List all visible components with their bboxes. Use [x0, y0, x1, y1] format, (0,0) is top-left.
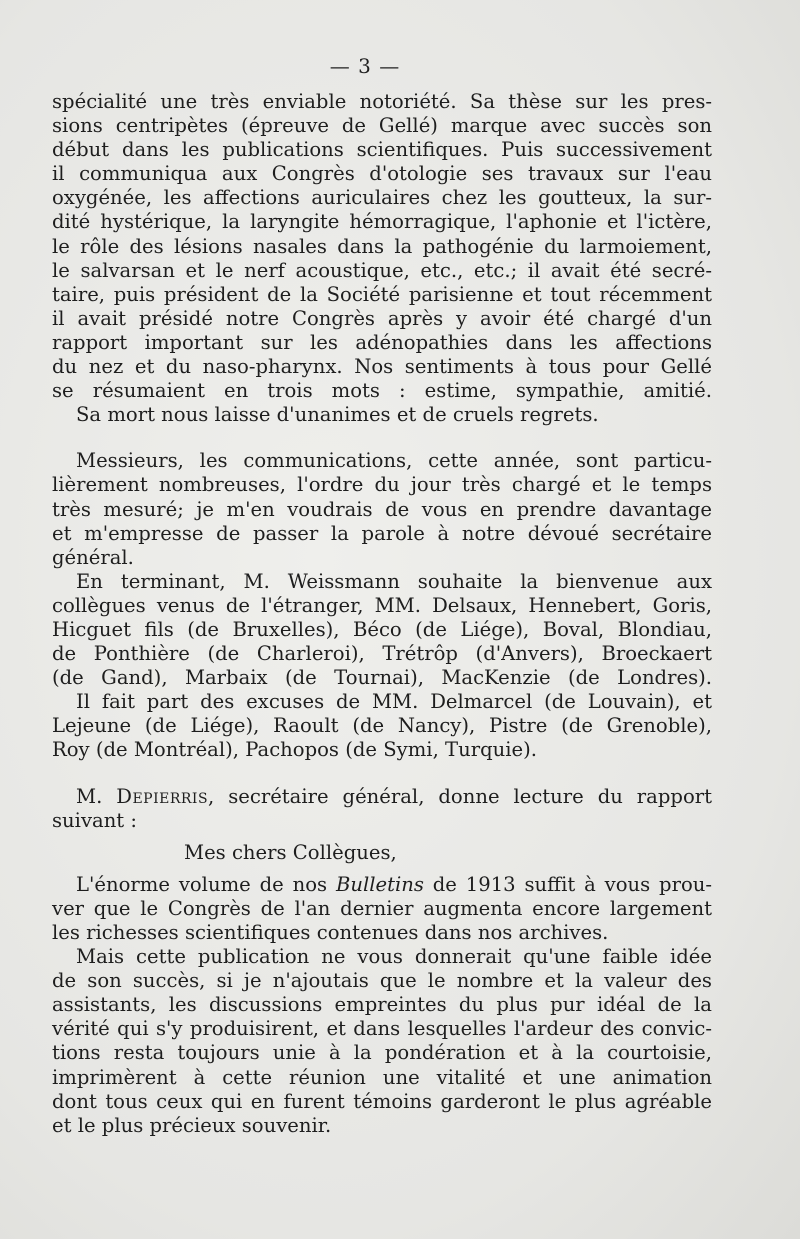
paragraph-gap	[52, 763, 712, 785]
text-line: les richesses scientifiques contenues dans nos archives.	[52, 921, 609, 944]
text-line: Hicguet fils (de Bruxelles), Béco (de Liége), Boval, Blondiau,	[52, 617, 712, 641]
secretary-name: Depierris	[116, 784, 209, 808]
text-line: taire, puis président de la Société parisienne et tout récemment	[52, 282, 712, 306]
page-number: — 3 —	[329, 54, 401, 78]
text-line: vérité qui s'y produisirent, et dans lesquelles l'ardeur des convic-	[52, 1017, 712, 1041]
text-line	[52, 873, 712, 897]
text-line: Messieurs, les communications, cette année, sont particu-	[76, 449, 712, 473]
paragraph-obituary	[52, 90, 712, 403]
text-line: de son succès, si je n'ajoutais que le nombre et la valeur des	[52, 969, 712, 993]
text-line: Mais cette publication ne vous donnerait qu'une faible idée	[76, 945, 712, 969]
paragraph-report-volume	[52, 873, 712, 945]
text-line: dité hystérique, la laryngite hémorragique, l'aphonie et l'ictère,	[52, 210, 712, 234]
text-line: Lejeune (de Liége), Raoult (de Nancy), Pistre (de Grenoble),	[52, 714, 712, 738]
text-line: Il fait part des excuses de MM. Delmarcel (de Louvain), et	[76, 690, 712, 714]
paragraph-excuses	[52, 690, 712, 762]
paragraph-gap	[52, 427, 712, 449]
text-line: sions centripètes (épreuve de Gellé) marque avec succès son	[52, 114, 712, 138]
text-line: imprimèrent à cette réunion une vitalité et une animation	[52, 1065, 712, 1089]
text-line: et m'empresse de passer la parole à notre dévoué secrétaire	[52, 521, 712, 545]
report-text: L'énorme volume de nos	[76, 872, 336, 896]
text-line: il avait présidé notre Congrès après y avoir été chargé d'un	[52, 306, 712, 330]
paragraph-gap	[52, 833, 712, 841]
text-line: oxygénée, les affections auriculaires chez les goutteux, la sur-	[52, 186, 712, 210]
text-line: tions resta toujours unie à la pondération et à la courtoisie,	[52, 1041, 712, 1065]
text-line: de Ponthière (de Charleroi), Trétrôp (d'Anvers), Broeckaert	[52, 642, 712, 666]
text-line: En terminant, M. Weissmann souhaite la bienvenue aux	[76, 569, 712, 593]
paragraph-report-success	[52, 945, 712, 1138]
text-line: le salvarsan et le nerf acoustique, etc., etc.; il avait été secré-	[52, 258, 712, 282]
text-line: du nez et du naso-pharynx. Nos sentiments à tous pour Gellé	[52, 355, 712, 379]
text-line: le rôle des lésions nasales dans la pathogénie du larmoiement,	[52, 234, 712, 258]
paragraph-communications	[52, 449, 712, 569]
report-text: de 1913 suffit à vous prou-	[423, 872, 712, 896]
text-line: très mesuré; je m'en voudrais de vous en prendre davantage	[52, 497, 712, 521]
text-line: (de Gand), Marbaix (de Tournai), MacKenzie (de Londres).	[52, 666, 712, 690]
text-line	[52, 785, 712, 809]
text-line: général.	[52, 545, 134, 569]
text-line: ver que le Congrès de l'an dernier augmenta encore largement	[52, 896, 712, 920]
text-line: Roy (de Montréal), Pachopos (de Symi, Turquie).	[52, 738, 537, 762]
text-line: rapport important sur les adénopathies dans les affections	[52, 330, 712, 354]
paragraph-secretary	[52, 785, 712, 833]
text-line: début dans les publications scientifiques. Puis successivement	[52, 138, 712, 162]
paragraph-gap	[52, 865, 712, 873]
text-line: dont tous ceux qui en furent témoins garderont le plus agréable	[52, 1089, 712, 1113]
bulletins-title: Bulletins	[335, 872, 424, 896]
text-line: Sa mort nous laisse d'unanimes et de cruels regrets.	[76, 403, 599, 427]
salutation: Mes chers Collègues,	[184, 840, 397, 864]
text-line: lièrement nombreuses, l'ordre du jour très chargé et le temps	[52, 473, 712, 497]
paragraph-regrets	[52, 403, 712, 427]
secretary-rest: , secrétaire général, donne lecture du rapport	[208, 784, 712, 808]
text-line: assistants, les discussions empreintes du plus pur idéal de la	[52, 993, 712, 1017]
paragraph-welcome	[52, 570, 712, 690]
text-line: collègues venus de l'étranger, MM. Delsaux, Hennebert, Goris,	[52, 593, 712, 617]
body-text	[52, 90, 712, 1138]
text-line: et le plus précieux souvenir.	[52, 1113, 332, 1137]
text-line: se résumaient en trois mots : estime, sympathie, amitié.	[52, 379, 712, 403]
text-line: il communiqua aux Congrès d'otologie ses travaux sur l'eau	[52, 162, 712, 186]
secretary-prefix: M.	[76, 784, 117, 808]
text-line: suivant :	[52, 808, 138, 832]
text-line: spécialité une très enviable notoriété. Sa thèse sur les pres-	[52, 90, 712, 113]
